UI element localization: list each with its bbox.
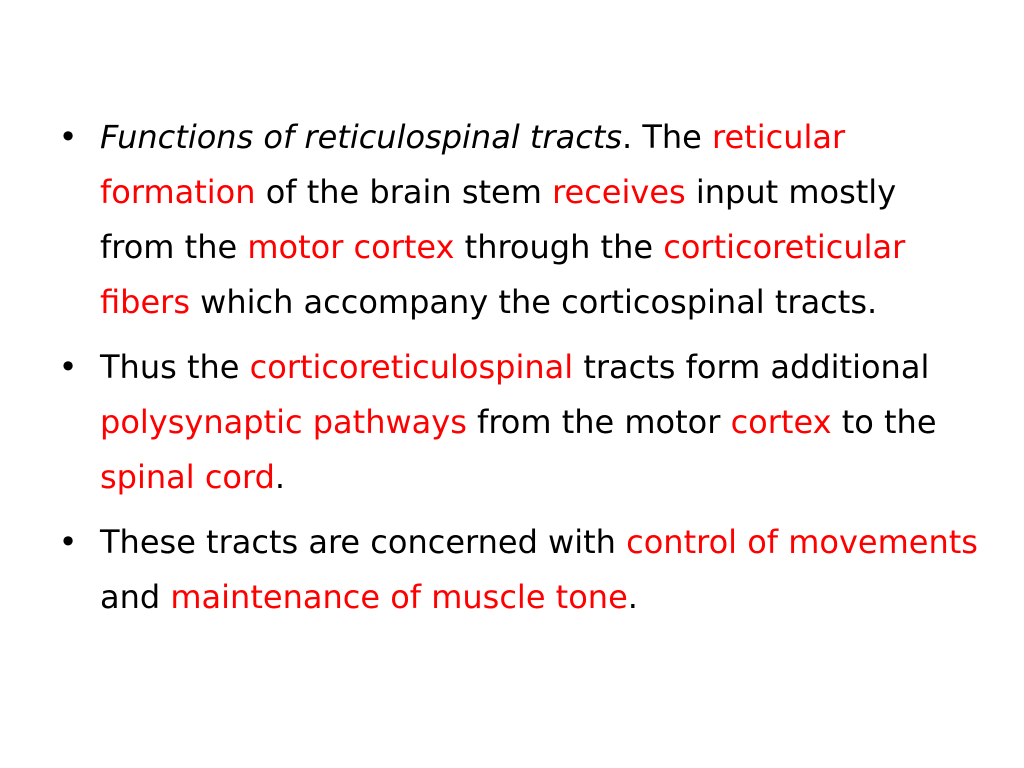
text-run: Thus the bbox=[100, 348, 250, 386]
italic-text-run: Functions of reticulospinal tracts bbox=[100, 118, 622, 156]
text-run: These tracts are concerned with bbox=[100, 523, 627, 561]
text-run: from the motor bbox=[466, 403, 731, 441]
text-run: to the bbox=[831, 403, 937, 441]
highlighted-text-run: corticoreticulospinal bbox=[249, 348, 574, 386]
bullet-dot-icon: • bbox=[58, 118, 78, 156]
bullet-item bbox=[58, 515, 980, 625]
highlighted-text-run: receives bbox=[552, 173, 686, 211]
highlighted-text-run: spinal cord bbox=[100, 458, 275, 496]
text-run: . bbox=[274, 458, 286, 496]
highlighted-text-run: corticoreticular fibers bbox=[100, 228, 906, 321]
text-run: input mostly from the bbox=[100, 173, 897, 266]
bullet-dot-icon: • bbox=[58, 348, 78, 386]
text-run: and bbox=[100, 578, 171, 616]
text-run: tracts form additional bbox=[573, 348, 930, 386]
bullet-item bbox=[58, 110, 980, 330]
highlighted-text-run: control of movements bbox=[626, 523, 978, 561]
highlighted-text-run: cortex bbox=[730, 403, 832, 441]
highlighted-text-run: reticular formation bbox=[100, 118, 846, 211]
bullet-item bbox=[58, 340, 980, 505]
text-run: . The bbox=[622, 118, 713, 156]
text-run: . bbox=[627, 578, 638, 616]
text-run: of the brain stem bbox=[255, 173, 553, 211]
highlighted-text-run: polysynaptic pathways bbox=[100, 403, 467, 441]
bullet-list bbox=[58, 110, 980, 635]
text-run: through the bbox=[454, 228, 664, 266]
text-run: which accompany the corticospinal tracts. bbox=[189, 283, 878, 321]
bullet-dot-icon: • bbox=[58, 523, 78, 561]
highlighted-text-run: maintenance of muscle tone bbox=[170, 578, 628, 616]
highlighted-text-run: motor cortex bbox=[247, 228, 455, 266]
